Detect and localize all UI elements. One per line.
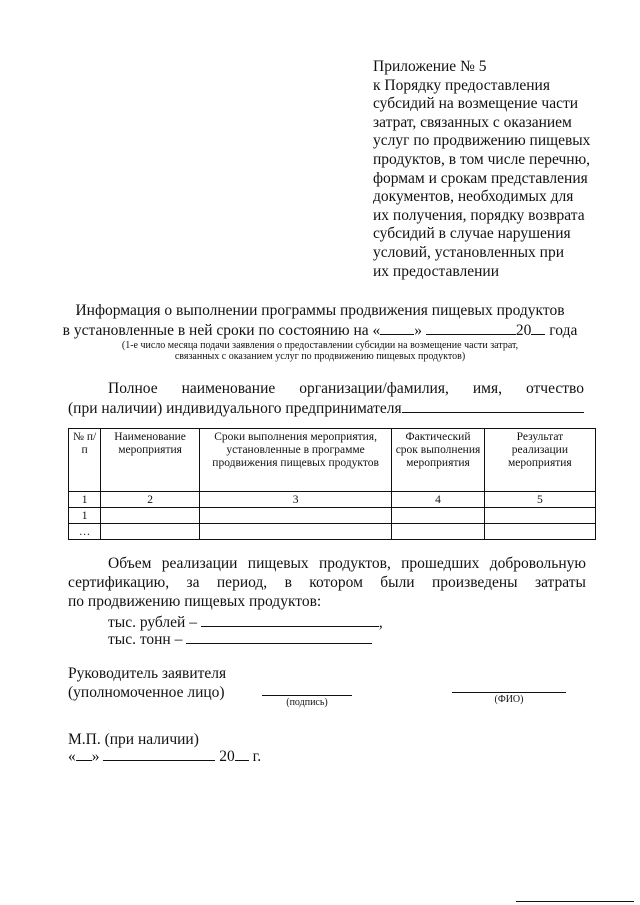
header-cell: Сроки выполнения мероприятия, установленные в программе продвижения пищевых продуктов xyxy=(199,429,391,492)
volume-word: Объем xyxy=(108,555,152,572)
signature-line[interactable] xyxy=(262,695,352,696)
volume-line-1 xyxy=(108,554,586,573)
volume-word: продуктов, xyxy=(319,555,391,572)
header-cell: № п/п xyxy=(69,429,101,492)
volume-word: затраты xyxy=(534,574,586,591)
table-row xyxy=(69,524,596,540)
signature-caption: (подпись) xyxy=(286,697,328,708)
stamp-label: М.П. (при наличии) xyxy=(68,731,199,748)
volume-word: период, xyxy=(216,574,268,591)
org-text: (при наличии) индивидуального предпринимателя xyxy=(68,400,402,417)
number-cell: 5 xyxy=(484,492,595,508)
header-cell: Результат реализации мероприятия xyxy=(484,429,595,492)
appendix-line: их получения, порядку возврата xyxy=(373,206,585,224)
date-quote-open: « xyxy=(68,748,76,765)
number-cell: 2 xyxy=(101,492,200,508)
table-cell[interactable] xyxy=(484,524,595,540)
org-name-blank[interactable] xyxy=(402,398,584,413)
header-cell: Наименование мероприятия xyxy=(101,429,200,492)
table-number-row xyxy=(69,492,596,508)
title-note: (1-е число месяца подачи заявления о предоставлении субсидии на возмещение части затрат, xyxy=(121,340,519,351)
title-year-prefix: 20 xyxy=(515,322,532,339)
title-text: в установленные в ней сроки по состоянию на « xyxy=(62,322,381,339)
volume-word: реализации xyxy=(161,555,238,572)
appendix-line: условий, установленных при xyxy=(373,243,564,261)
title-year-word: года xyxy=(549,322,578,339)
appendix-line: услуг по продвижению пищевых xyxy=(373,132,591,150)
table-cell[interactable] xyxy=(484,508,595,524)
volume-word: в xyxy=(284,574,292,591)
number-cell: 1 xyxy=(69,492,101,508)
date-suffix: г. xyxy=(252,748,262,765)
appendix-line: субсидий на возмещение части xyxy=(373,95,579,113)
appendix-line: продуктов, в том числе перечню, xyxy=(373,150,591,168)
table-cell: … xyxy=(69,524,101,540)
rub-blank[interactable] xyxy=(201,612,379,627)
document-title: Информация о выполнении программы продвижения пищевых продуктов xyxy=(75,302,565,319)
header-cell: Фактический срок выполнения мероприятия xyxy=(392,429,485,492)
volume-word: котором xyxy=(309,574,363,591)
volume-line-2 xyxy=(68,573,586,592)
volume-word: прошедших xyxy=(401,555,480,572)
volume-word: пищевых xyxy=(247,555,309,572)
footer-rule xyxy=(516,901,634,902)
appendix-line: к Порядку предоставления xyxy=(373,76,550,94)
table-cell: 1 xyxy=(69,508,101,524)
year-blank[interactable] xyxy=(531,320,545,335)
table-row xyxy=(69,508,596,524)
volume-word: были xyxy=(380,574,415,591)
rub-label: тыс. рублей – xyxy=(108,614,197,631)
month-blank[interactable] xyxy=(426,320,516,335)
table-header-row xyxy=(69,429,596,492)
volume-word: за xyxy=(186,574,200,591)
appendix-line: формам и срокам представления xyxy=(373,169,588,187)
day-blank[interactable] xyxy=(380,320,414,335)
rub-comma: , xyxy=(378,614,383,631)
appendix-line: документов, необходимых для xyxy=(373,188,574,206)
org-line-2 xyxy=(68,398,584,418)
document-title-date-line xyxy=(0,320,640,340)
appendix-line: субсидий в случае нарушения xyxy=(373,225,571,243)
table-cell[interactable] xyxy=(392,508,485,524)
appendix-header xyxy=(373,58,590,281)
date-month-blank[interactable] xyxy=(103,746,215,761)
date-year-prefix: 20 xyxy=(219,748,235,765)
volume-ton-line xyxy=(108,629,372,649)
table-cell[interactable] xyxy=(101,524,200,540)
ton-label: тыс. тонн – xyxy=(108,631,183,648)
table-cell[interactable] xyxy=(392,524,485,540)
org-word: Полное xyxy=(108,380,158,397)
org-word: организации/фамилия, xyxy=(299,380,449,397)
number-cell: 3 xyxy=(199,492,391,508)
number-cell: 4 xyxy=(392,492,485,508)
volume-word: добровольную xyxy=(489,555,586,572)
table-cell[interactable] xyxy=(199,508,391,524)
date-line xyxy=(68,746,261,766)
org-word: наименование xyxy=(181,380,276,397)
appendix-line: затрат, связанных с оказанием xyxy=(373,113,572,131)
head-label-2: (уполномоченное лицо) xyxy=(68,684,225,701)
org-word: отчество xyxy=(525,380,584,397)
title-note: связанных с оказанием услуг по продвижению пищевых продуктов) xyxy=(174,351,466,362)
date-day-blank[interactable] xyxy=(76,746,92,761)
date-year-blank[interactable] xyxy=(235,746,249,761)
head-label-1: Руководитель заявителя xyxy=(68,665,227,682)
ton-blank[interactable] xyxy=(186,629,372,644)
org-line xyxy=(108,379,584,398)
events-table xyxy=(68,428,596,540)
volume-word: произведены xyxy=(431,574,518,591)
title-quote-close: » xyxy=(414,322,423,339)
volume-line-3: по продвижению пищевых продуктов: xyxy=(68,593,322,610)
fio-line[interactable] xyxy=(452,692,566,693)
volume-word: сертификацию, xyxy=(68,574,170,591)
org-word: имя, xyxy=(472,380,502,397)
appendix-line: их предоставлении xyxy=(373,262,499,280)
appendix-line: Приложение № 5 xyxy=(373,58,487,75)
fio-caption: (ФИО) xyxy=(494,694,524,705)
date-quote-close: » xyxy=(91,748,100,765)
table-cell[interactable] xyxy=(199,524,391,540)
table-cell[interactable] xyxy=(101,508,200,524)
